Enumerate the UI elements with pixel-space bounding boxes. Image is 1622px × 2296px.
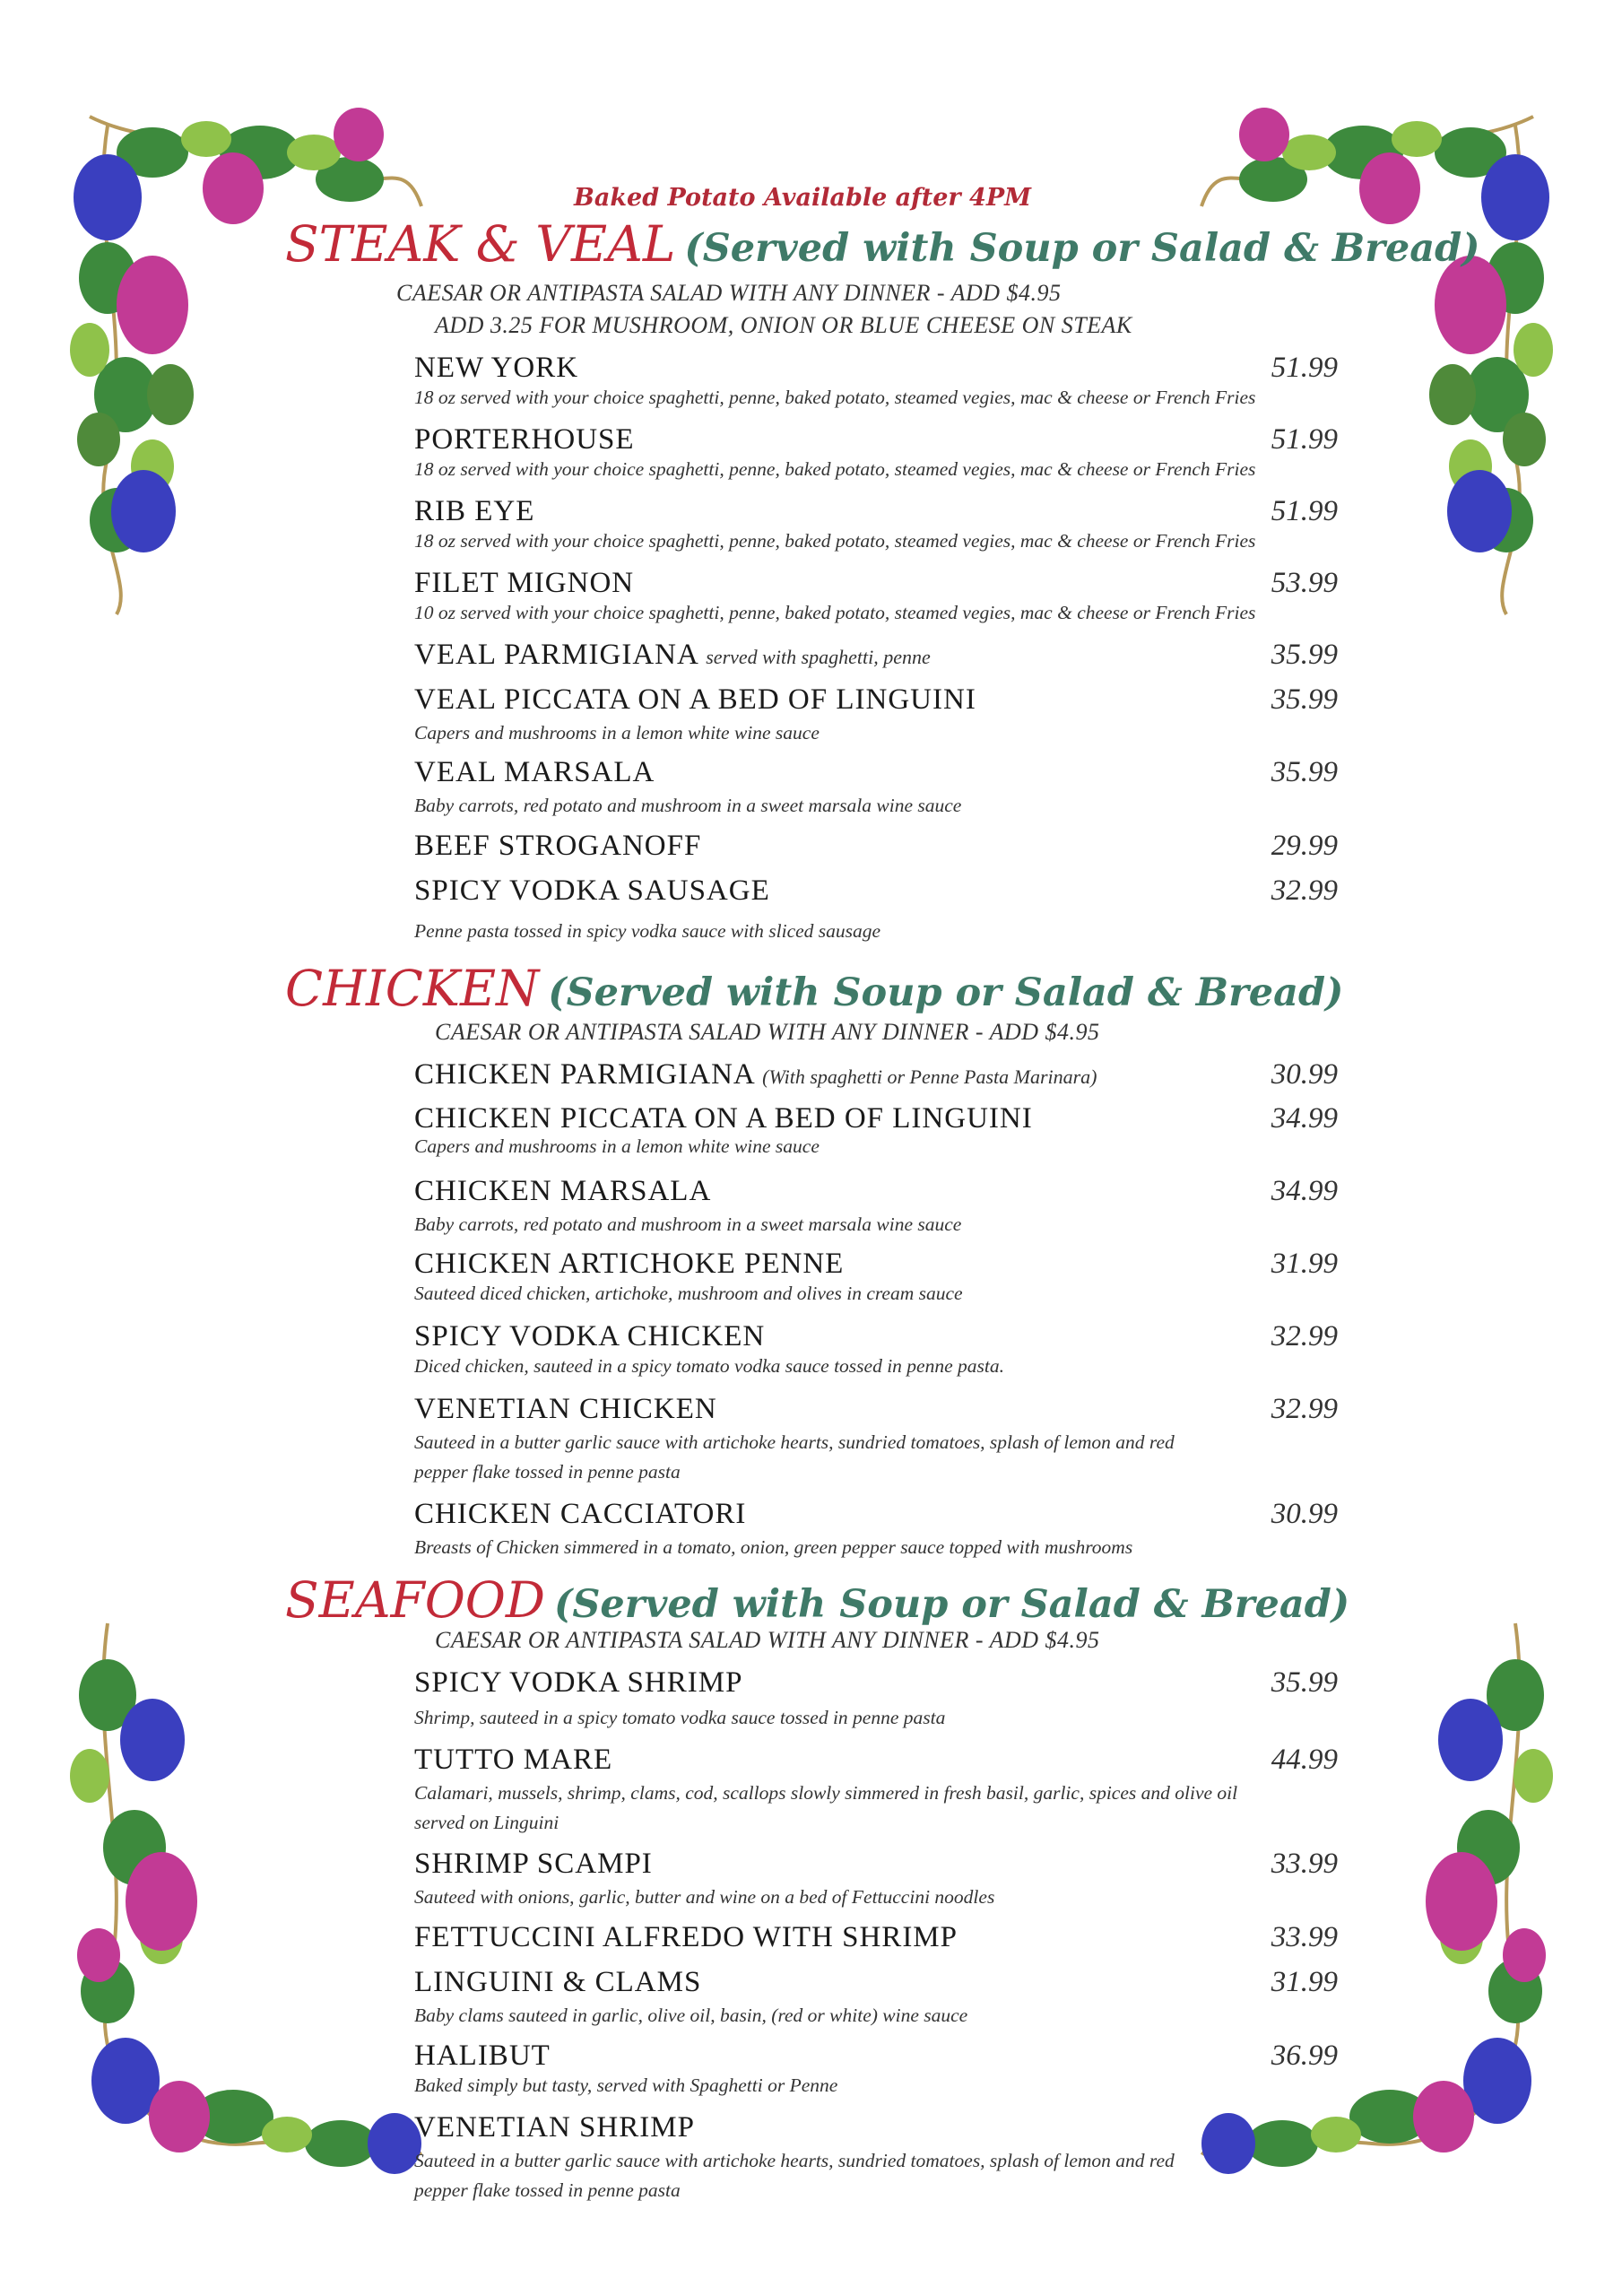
item-description: Baby carrots, red potato and mushroom in a sweet marsala wine sauce (414, 795, 962, 816)
item-name: PORTERHOUSE (414, 423, 635, 456)
menu-item (414, 423, 1338, 484)
item-price: 31.99 (1271, 1248, 1338, 1280)
item-description: Baked simply but tasty, served with Spaghetti or Penne (414, 2074, 838, 2096)
item-price: 34.99 (1271, 1102, 1338, 1135)
menu-item (414, 1921, 1338, 1954)
item-name: NEW YORK (414, 352, 579, 384)
section-name: SEAFOOD (285, 1571, 545, 1629)
item-price: 32.99 (1271, 1393, 1338, 1425)
item-name: SPICY VODKA CHICKEN (414, 1320, 766, 1352)
menu-item (414, 1666, 1338, 1733)
menu-item (414, 874, 1338, 946)
item-name: VENETIAN SHRIMP (414, 2111, 695, 2144)
menu-item (414, 830, 1338, 863)
menu-item (414, 1498, 1338, 1562)
menu-item (414, 2039, 1338, 2100)
item-description: Sauteed with onions, garlic, butter and wine on a bed of Fettuccini noodles (414, 1886, 995, 1908)
menu-item (414, 495, 1338, 556)
menu-item (414, 352, 1338, 413)
item-description: Breasts of Chicken simmered in a tomato, onion, green pepper sauce topped with mushrooms (414, 1536, 1133, 1558)
item-name: CHICKEN PARMIGIANA (414, 1058, 754, 1091)
item-inline-description: served with spaghetti, penne (706, 646, 931, 668)
menu-item (414, 1175, 1338, 1239)
section-name: CHICKEN (285, 960, 540, 1017)
item-price: 29.99 (1271, 830, 1338, 862)
item-price: 44.99 (1271, 1744, 1338, 1776)
menu-item (414, 1320, 1338, 1381)
item-name: SHRIMP SCAMPI (414, 1848, 653, 1880)
item-name: VENETIAN CHICKEN (414, 1393, 717, 1425)
item-description: 18 oz served with your choice spaghetti, penne, baked potato, steamed vegies, mac & cheese or French Fries (414, 458, 1256, 480)
item-price: 51.99 (1271, 423, 1338, 456)
item-name: TUTTO MARE (414, 1744, 613, 1776)
item-price: 32.99 (1271, 1320, 1338, 1352)
item-price: 33.99 (1271, 1921, 1338, 1953)
item-price: 53.99 (1271, 567, 1338, 599)
baked-potato-notice: Baked Potato Available after 4PM (574, 184, 1032, 212)
item-description: Baby clams sauteed in garlic, olive oil, basin, (red or white) wine sauce (414, 2005, 968, 2026)
item-name: SPICY VODKA SHRIMP (414, 1666, 743, 1699)
item-price: 30.99 (1271, 1058, 1338, 1091)
item-name: CHICKEN CACCIATORI (414, 1498, 747, 1530)
item-description: Capers and mushrooms in a lemon white wine sauce (414, 1135, 820, 1157)
item-description: Sauteed diced chicken, artichoke, mushroom and olives in cream sauce (414, 1283, 963, 1304)
item-name: BEEF STROGANOFF (414, 830, 702, 862)
menu-item (414, 1744, 1338, 1838)
item-price: 36.99 (1271, 2039, 1338, 2072)
section-note: CAESAR OR ANTIPASTA SALAD WITH ANY DINNER - ADD $4.95 (396, 280, 1062, 306)
item-description: Penne pasta tossed in spicy vodka sauce with sliced sausage (414, 920, 881, 942)
item-description: Sauteed in a butter garlic sauce with artichoke hearts, sundried tomatoes, splash of lemon and red pepper flake tossed in penne pasta (414, 1431, 1175, 1483)
item-name: CHICKEN ARTICHOKE PENNE (414, 1248, 845, 1280)
menu-item (414, 1848, 1338, 1912)
item-description: 10 oz served with your choice spaghetti, penne, baked potato, steamed vegies, mac & cheese or French Fries (414, 602, 1256, 623)
menu-item (414, 1393, 1338, 1487)
section-note: CAESAR OR ANTIPASTA SALAD WITH ANY DINNER - ADD $4.95 (435, 1019, 1100, 1045)
menu-item (414, 567, 1338, 628)
item-name: CHICKEN MARSALA (414, 1175, 712, 1207)
item-name: LINGUINI & CLAMS (414, 1966, 702, 1998)
menu-item (414, 1058, 1338, 1091)
item-name: HALIBUT (414, 2039, 551, 2072)
section-title-seafood (285, 1571, 1349, 1629)
item-name: VEAL PICCATA ON A BED OF LINGUINI (414, 683, 976, 716)
item-name: FETTUCCINI ALFREDO WITH SHRIMP (414, 1921, 958, 1953)
item-description: 18 oz served with your choice spaghetti, penne, baked potato, steamed vegies, mac & cheese or French Fries (414, 387, 1256, 408)
section-note: CAESAR OR ANTIPASTA SALAD WITH ANY DINNER - ADD $4.95 (435, 1627, 1100, 1653)
item-price: 33.99 (1271, 1848, 1338, 1880)
section-served: (Served with Soup or Salad & Bread) (554, 1582, 1350, 1627)
menu-item (414, 2111, 1338, 2205)
section-note: ADD 3.25 FOR MUSHROOM, ONION OR BLUE CHEESE ON STEAK (435, 312, 1132, 338)
item-inline-description: (With spaghetti or Penne Pasta Marinara) (762, 1065, 1097, 1088)
item-description: 18 oz served with your choice spaghetti, penne, baked potato, steamed vegies, mac & cheese or French Fries (414, 530, 1256, 552)
menu-item (414, 1248, 1338, 1309)
item-name: FILET MIGNON (414, 567, 635, 599)
section-served: (Served with Soup or Salad & Bread) (684, 226, 1480, 271)
section-title-chicken (285, 960, 1343, 1017)
menu-item (414, 756, 1338, 821)
menu-item (414, 1966, 1338, 2031)
item-name: VEAL MARSALA (414, 756, 655, 788)
item-price: 35.99 (1271, 756, 1338, 788)
menu-item (414, 639, 1338, 672)
item-price: 35.99 (1271, 1666, 1338, 1699)
item-name: RIB EYE (414, 495, 535, 527)
menu-item (414, 683, 1338, 748)
item-price: 51.99 (1271, 495, 1338, 527)
item-description: Baby carrots, red potato and mushroom in a sweet marsala wine sauce (414, 1213, 962, 1235)
item-description: Capers and mushrooms in a lemon white wine sauce (414, 722, 820, 744)
item-price: 51.99 (1271, 352, 1338, 384)
item-name: VEAL PARMIGIANA (414, 639, 698, 671)
section-served: (Served with Soup or Salad & Bread) (548, 970, 1344, 1015)
item-description: Calamari, mussels, shrimp, clams, cod, scallops slowly simmered in fresh basil, garlic, spices and olive oil served on Linguini (414, 1782, 1238, 1833)
item-description: Diced chicken, sauteed in a spicy tomato vodka sauce tossed in penne pasta. (414, 1355, 1004, 1377)
item-name: SPICY VODKA SAUSAGE (414, 874, 770, 907)
item-price: 30.99 (1271, 1498, 1338, 1530)
item-description: Shrimp, sauteed in a spicy tomato vodka sauce tossed in penne pasta (414, 1707, 946, 1728)
item-price: 32.99 (1271, 874, 1338, 907)
item-price: 34.99 (1271, 1175, 1338, 1207)
item-price: 35.99 (1271, 639, 1338, 671)
item-name: CHICKEN PICCATA ON A BED OF LINGUINI (414, 1102, 1033, 1135)
section-name: STEAK & VEAL (285, 215, 676, 273)
item-price: 35.99 (1271, 683, 1338, 716)
section-title-steak-veal (285, 215, 1480, 273)
menu-item (414, 1102, 1338, 1161)
item-description: Sauteed in a butter garlic sauce with artichoke hearts, sundried tomatoes, splash of lemon and red pepper flake tossed in penne pasta (414, 2150, 1175, 2201)
item-price: 31.99 (1271, 1966, 1338, 1998)
